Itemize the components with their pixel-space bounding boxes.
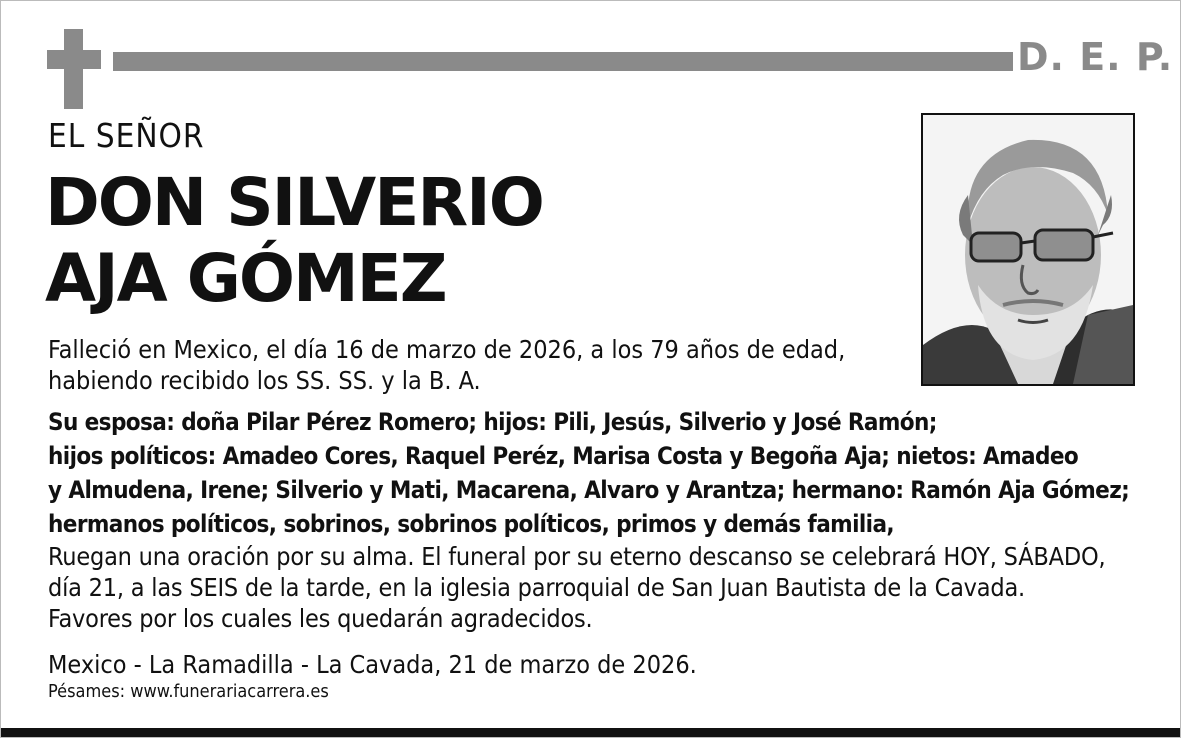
place-date: Mexico - La Ramadilla - La Cavada, 21 de marzo de 2026.: [48, 650, 697, 679]
family-line-2: hijos políticos: Amadeo Cores, Raquel Peréz, Marisa Costa y Begoña Aja; nietos: Amadeo: [48, 442, 1079, 470]
bottom-border: [1, 728, 1180, 737]
family-line-4: hermanos políticos, sobrinos, sobrinos políticos, primos y demás familia,: [48, 510, 895, 538]
name-line-2: AJA GÓMEZ: [45, 240, 446, 317]
funeral-line-1: Ruegan una oración por su alma. El funeral por su eterno descanso se celebrará HOY, SÁBADO,: [48, 542, 1106, 571]
death-info-line-1: Falleció en Mexico, el día 16 de marzo de 2026, a los 79 años de edad,: [48, 335, 846, 364]
death-info: [48, 334, 908, 396]
portrait-photo: [921, 113, 1135, 386]
funeral-line-3: Favores por los cuales les quedarán agradecidos.: [48, 604, 593, 633]
dep-label: D. E. P.: [1017, 35, 1174, 79]
condolences-website: Pésames: www.funerariacarrera.es: [48, 681, 329, 702]
family-line-3: y Almudena, Irene; Silverio y Mati, Macarena, Alvaro y Arantza; hermano: Ramón Aja Gómez;: [48, 476, 1130, 504]
death-info-line-2: habiendo recibido los SS. SS. y la B. A.: [48, 366, 481, 395]
funeral-line-2: día 21, a las SEIS de la tarde, en la iglesia parroquial de San Juan Bautista de la Cavada.: [48, 573, 1025, 602]
funeral-info: [48, 541, 1163, 634]
family-list: [48, 405, 1158, 541]
cross-icon: [47, 29, 101, 109]
honorific: EL SEÑOR: [48, 116, 205, 155]
portrait-illustration: [923, 115, 1133, 384]
header-rule: [113, 52, 1013, 71]
family-line-1: Su esposa: doña Pilar Pérez Romero; hijos: Pili, Jesús, Silverio y José Ramón;: [48, 408, 937, 436]
deceased-name: [45, 165, 543, 317]
name-line-1: DON SILVERIO: [45, 164, 543, 241]
